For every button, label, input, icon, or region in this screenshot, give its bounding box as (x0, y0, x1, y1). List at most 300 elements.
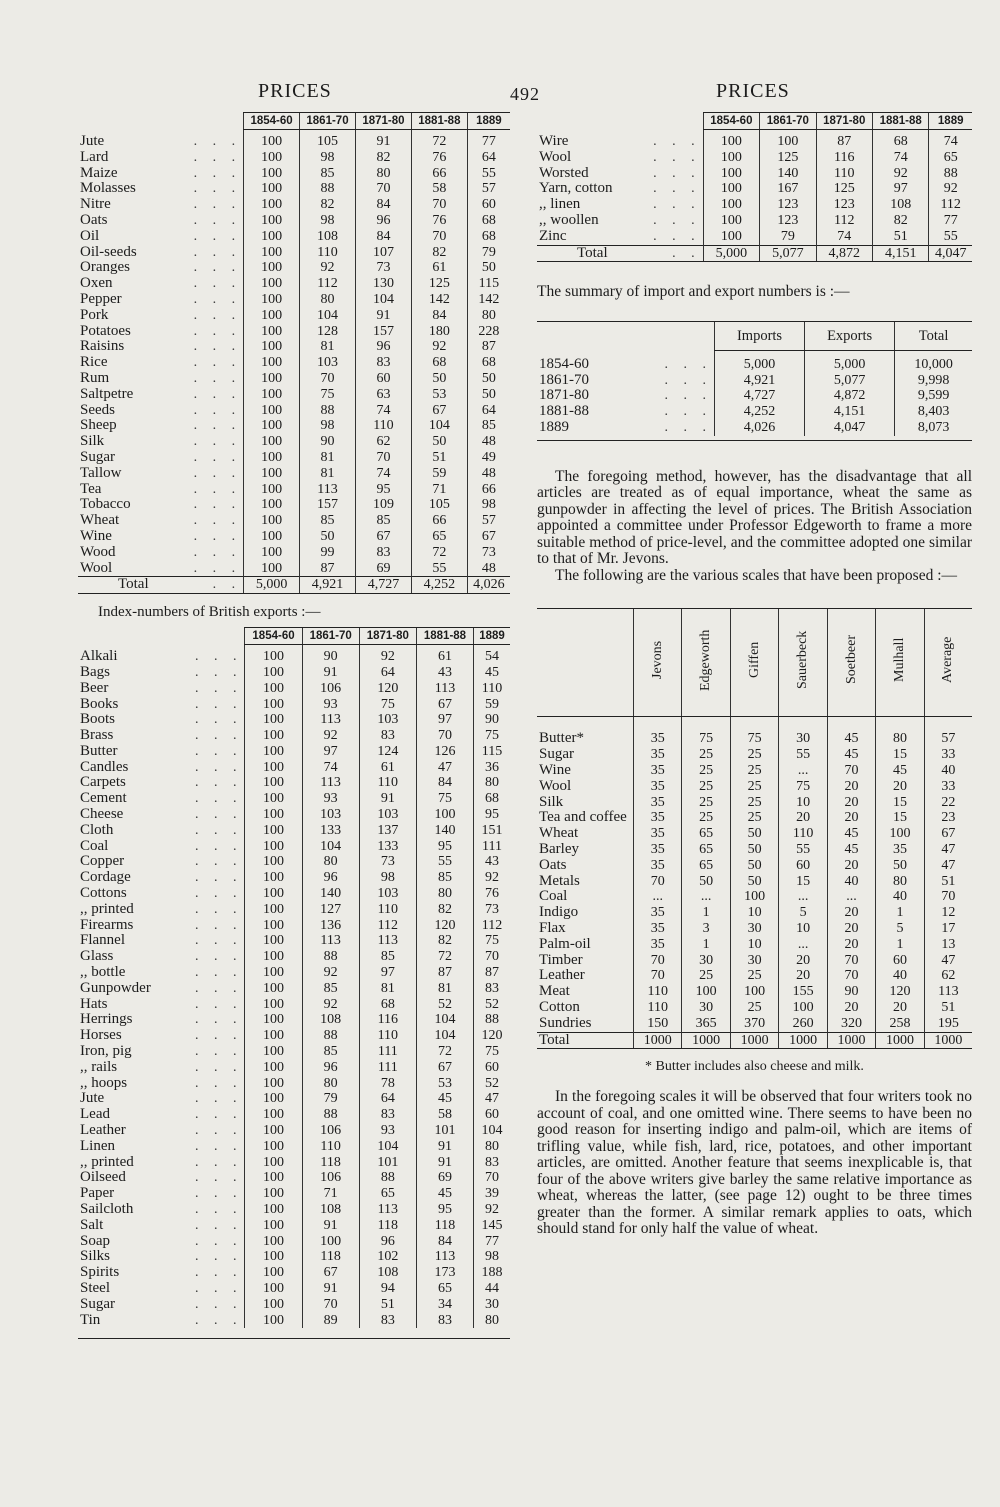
table-row (537, 889, 972, 905)
cell-value: 40 (876, 889, 924, 905)
cell-value: 4,151 (805, 404, 895, 420)
total-value: 4,727 (355, 577, 411, 594)
cell-value: 95 (416, 839, 473, 855)
row-label: Wheat (539, 825, 579, 842)
row-label: Palm-oil (539, 935, 591, 952)
table-row (78, 1107, 510, 1123)
leader-dots: . . . (194, 1154, 243, 1170)
cell-value: 85 (302, 981, 359, 997)
row-label: 1871-80 (539, 387, 589, 404)
cell-value: 50 (730, 842, 778, 858)
leader-dots: . . . (653, 133, 701, 149)
row-label: Pork (80, 306, 109, 323)
cell-value: 100 (760, 130, 816, 150)
cell-value: 100 (244, 245, 300, 261)
cell-value: 48 (467, 466, 510, 482)
cell-value: 66 (411, 166, 467, 182)
cell-value: 100 (245, 1313, 302, 1329)
cell-value: 50 (730, 858, 778, 874)
cell-value: 180 (411, 324, 467, 340)
cell-value: 52 (474, 1076, 510, 1092)
table-row (78, 697, 510, 713)
table-row (78, 355, 510, 371)
leader-dots: . . . (193, 307, 242, 323)
cell-value: 100 (244, 450, 300, 466)
row-label: Indigo (539, 904, 579, 921)
cell-value: 155 (779, 984, 827, 1000)
cell-value: 100 (245, 949, 302, 965)
cell-value: 10 (730, 905, 778, 921)
leader-dots: . . . (194, 712, 243, 728)
leader-dots: . . . (194, 791, 243, 807)
cell-value: 100 (245, 854, 302, 870)
cell-value: 55 (411, 561, 467, 577)
cell-value: 120 (876, 984, 924, 1000)
cell-value: 100 (245, 1155, 302, 1171)
cell-value: ... (827, 889, 875, 905)
cell-value: 99 (300, 545, 356, 561)
cell-value: 85 (467, 418, 510, 434)
cell-value: 72 (416, 949, 473, 965)
cell-value: 25 (730, 747, 778, 763)
cell-value: 100 (245, 902, 302, 918)
cell-value: 100 (703, 181, 759, 197)
cell-value: 58 (411, 181, 467, 197)
row-label: Butter* (539, 730, 584, 747)
cell-value: 100 (245, 823, 302, 839)
leader-dots: . . . (193, 481, 242, 497)
cell-value: 78 (359, 1076, 416, 1092)
leader-dots: . . . (194, 1138, 243, 1154)
row-label: Rum (80, 369, 110, 386)
cell-value: 60 (474, 1107, 510, 1123)
cell-value: 100 (730, 984, 778, 1000)
cell-value: 100 (245, 712, 302, 728)
cell-value: 51 (411, 450, 467, 466)
leader-dots: . . . (194, 965, 243, 981)
cell-value: 30 (682, 953, 730, 969)
leader-dots: . . . (194, 728, 243, 744)
cell-value: 100 (245, 807, 302, 823)
table-row (537, 1000, 972, 1016)
row-label: Jute (80, 132, 105, 149)
cell-value: 111 (359, 1060, 416, 1076)
cell-value: 120 (474, 1028, 510, 1044)
cell-value: 120 (416, 918, 473, 934)
cell-value: 57 (467, 513, 510, 529)
cell-value: 113 (300, 482, 356, 498)
cell-value: 25 (682, 763, 730, 779)
table-row (78, 997, 510, 1013)
row-label: Wheat (80, 512, 120, 529)
cell-value: 111 (359, 1044, 416, 1060)
cell-value: 20 (827, 795, 875, 811)
cell-value: 80 (876, 717, 924, 747)
cell-value: 50 (467, 371, 510, 387)
table-row (537, 150, 972, 166)
cell-value: 100 (244, 197, 300, 213)
cell-value: 91 (355, 130, 411, 150)
column-header: 1871-80 (359, 628, 416, 645)
cell-value: 70 (634, 968, 682, 984)
cell-value: 30 (730, 921, 778, 937)
cell-value: 93 (302, 697, 359, 713)
cell-value: 71 (411, 482, 467, 498)
cell-value: 74 (302, 760, 359, 776)
row-label: Silk (539, 793, 564, 810)
cell-value: 50 (467, 387, 510, 403)
cell-value: 82 (416, 902, 473, 918)
cell-value: 100 (245, 1218, 302, 1234)
cell-value: 79 (467, 245, 510, 261)
cell-value: 59 (474, 697, 510, 713)
table-row (78, 292, 510, 308)
cell-value: 113 (924, 984, 972, 1000)
cell-value: 33 (924, 779, 972, 795)
cell-value: 100 (245, 918, 302, 934)
row-label: ,, woollen (539, 211, 599, 228)
cell-value: 110 (355, 418, 411, 434)
cell-value: 20 (827, 905, 875, 921)
cell-value: 25 (682, 747, 730, 763)
cell-value: 83 (355, 545, 411, 561)
cell-value: 80 (474, 1139, 510, 1155)
leader-dots: . . . (193, 165, 242, 181)
cell-value: 101 (416, 1123, 473, 1139)
cell-value: 118 (416, 1218, 473, 1234)
leader-dots: . . . (193, 228, 242, 244)
exports-index-table (78, 627, 510, 1339)
cell-value: 15 (876, 810, 924, 826)
row-label: Soap (80, 1232, 110, 1249)
row-label: Linen (80, 1137, 115, 1154)
row-label: ,, hoops (80, 1074, 128, 1091)
leader-dots: . . . (194, 1312, 243, 1328)
cell-value: 45 (474, 665, 510, 681)
cell-value: 113 (302, 712, 359, 728)
leader-dots: . . . (193, 513, 242, 529)
cell-value: 100 (244, 434, 300, 450)
cell-value: 75 (682, 717, 730, 747)
cell-value: 92 (300, 260, 356, 276)
row-label: Sundries (539, 1014, 592, 1031)
paragraph-discussion: In the foregoing scales it will be observed that four writers took no account of coal, and one omitted wine. There seems to have been no good reason for inserting indigo and palm-oil, which are items of trifling value, while fish, lard, rice, potatoes, and other important articles, are omitted. Another feature that seems inexplicable is, that four of the above writers give barley the same relative importance as wheat, whereas the latter, (see page 12) ought to be three times greater than the former. A similar remark applies to oats, which should stand for only half the value of wheat. (537, 1088, 972, 1238)
cell-value: 68 (474, 791, 510, 807)
cell-value: 100 (245, 1044, 302, 1060)
cell-value: 88 (302, 949, 359, 965)
cell-value: 15 (876, 795, 924, 811)
cell-value: 97 (872, 181, 928, 197)
cell-value: 49 (467, 450, 510, 466)
leader-dots: . . . (194, 996, 243, 1012)
column-header-cell (876, 609, 924, 717)
row-label: Herrings (80, 1011, 133, 1028)
leader-dots: . . . (193, 465, 242, 481)
table-row (537, 717, 972, 747)
table-row (78, 387, 510, 403)
cell-value: 47 (416, 760, 473, 776)
table-row (78, 1155, 510, 1171)
leader-dots: . . . (653, 228, 701, 244)
leader-dots: . . . (194, 696, 243, 712)
cell-value: 103 (300, 355, 356, 371)
cell-value: 118 (359, 1218, 416, 1234)
total-value: 4,026 (467, 577, 510, 594)
total-value: 1000 (827, 1032, 875, 1049)
table-row (78, 482, 510, 498)
cell-value: 140 (302, 886, 359, 902)
header-dots (641, 113, 703, 130)
cell-value: 100 (245, 1060, 302, 1076)
cell-value: 100 (245, 1028, 302, 1044)
row-label: Lard (80, 148, 109, 165)
cell-value: 81 (300, 466, 356, 482)
cell-value: 64 (359, 1091, 416, 1107)
cell-value: 320 (827, 1016, 875, 1032)
row-label: Beer (80, 679, 109, 696)
cell-value: 10 (730, 937, 778, 953)
cell-value: 70 (411, 197, 467, 213)
leader-dots: . . . (194, 1044, 243, 1060)
cell-value: 40 (876, 968, 924, 984)
cell-value: ... (779, 763, 827, 779)
leader-dots: . . . (664, 388, 712, 404)
row-label: Salt (80, 1216, 104, 1233)
table-row (78, 371, 510, 387)
cell-value: 76 (411, 150, 467, 166)
leader-dots: . . . (193, 355, 242, 371)
table-row (78, 1297, 510, 1313)
cell-value: 87 (467, 339, 510, 355)
row-label: Flax (539, 919, 566, 936)
row-label: Tea (80, 480, 102, 497)
cell-value: 20 (779, 953, 827, 969)
cell-value: 35 (634, 795, 682, 811)
leader-dots: . . . (653, 165, 701, 181)
cell-value: 45 (827, 747, 875, 763)
cell-value: 88 (300, 181, 356, 197)
cell-value: 100 (245, 981, 302, 997)
cell-value: 125 (816, 181, 872, 197)
cell-value: 8,403 (895, 404, 972, 420)
cell-value: 55 (779, 842, 827, 858)
cell-value: 91 (416, 1155, 473, 1171)
cell-value: 70 (302, 1297, 359, 1313)
cell-value: 83 (359, 1107, 416, 1123)
row-label: Tea and coffee (539, 809, 627, 826)
leader-dots: . . . (193, 212, 242, 228)
table-row (537, 350, 972, 372)
cell-value: 90 (302, 645, 359, 665)
cell-value: 100 (244, 181, 300, 197)
cell-value: 188 (474, 1265, 510, 1281)
leader-dots: . . . (653, 181, 701, 197)
cell-value: 50 (682, 874, 730, 890)
row-label: Saltpetre (80, 385, 134, 402)
cell-value: 100 (245, 681, 302, 697)
total-row (537, 245, 972, 262)
cell-value: 88 (474, 1012, 510, 1028)
column-header: Jevons (649, 641, 665, 680)
table-row (78, 466, 510, 482)
cell-value: 116 (359, 1012, 416, 1028)
cell-value: 83 (359, 1313, 416, 1329)
table-row (78, 1076, 510, 1092)
table-row (537, 842, 972, 858)
leader-dots: . . . (193, 291, 242, 307)
table-row (78, 665, 510, 681)
row-label: Nitre (80, 196, 111, 213)
row-label: Steel (80, 1279, 110, 1296)
cell-value: 110 (816, 166, 872, 182)
cell-value: 20 (876, 779, 924, 795)
cell-value: 80 (474, 1313, 510, 1329)
row-label: Sugar (539, 746, 574, 763)
cell-value: 51 (359, 1297, 416, 1313)
cell-value: 83 (355, 355, 411, 371)
cell-value: 93 (359, 1123, 416, 1139)
cell-value: 102 (359, 1249, 416, 1265)
leader-dots: . . . (194, 680, 243, 696)
leader-dots: . . . (193, 133, 242, 149)
cell-value: 133 (302, 823, 359, 839)
cell-value: 5,000 (805, 350, 895, 372)
table-row (78, 130, 510, 150)
row-label: ,, bottle (80, 964, 126, 981)
column-header-cell (827, 609, 875, 717)
column-header: 1861-70 (300, 113, 356, 130)
table-row (537, 229, 972, 245)
cell-value: 35 (634, 717, 682, 747)
total-value: 1000 (730, 1032, 778, 1049)
leader-dots: . . . (193, 339, 242, 355)
cell-value: 5,000 (714, 350, 804, 372)
cell-value: 104 (416, 1012, 473, 1028)
row-label: ,, rails (80, 1058, 118, 1075)
cell-value: 90 (474, 712, 510, 728)
row-label: Sheep (80, 417, 117, 434)
column-header: 1861-70 (760, 113, 816, 130)
row-label: Lead (80, 1106, 110, 1123)
cell-value: 82 (355, 150, 411, 166)
cell-value: 87 (300, 561, 356, 577)
row-label: Wool (539, 148, 572, 165)
cell-value: 75 (474, 728, 510, 744)
cell-value: 25 (730, 968, 778, 984)
table-row (78, 245, 510, 261)
table-row (78, 1218, 510, 1234)
header-blank (537, 321, 714, 350)
cell-value: 73 (355, 260, 411, 276)
cell-value: 100 (244, 292, 300, 308)
cell-value: 100 (244, 561, 300, 577)
table-row (78, 1060, 510, 1076)
cell-value: 45 (827, 826, 875, 842)
leader-dots: . . . (194, 933, 243, 949)
row-label: Wine (539, 761, 571, 778)
cell-value: 100 (244, 371, 300, 387)
cell-value: 87 (416, 965, 473, 981)
cell-value: 125 (411, 276, 467, 292)
row-label: Horses (80, 1027, 122, 1044)
table-row (78, 276, 510, 292)
cell-value: 83 (474, 981, 510, 997)
cell-value: 40 (924, 763, 972, 779)
cell-value: 112 (300, 276, 356, 292)
cell-value: 110 (634, 984, 682, 1000)
row-label: Firearms (80, 916, 134, 933)
leader-dots: . . . (193, 149, 242, 165)
leader-dots: . . . (194, 870, 243, 886)
cell-value: 110 (359, 902, 416, 918)
cell-value: 115 (474, 744, 510, 760)
total-value: 5,000 (244, 577, 300, 594)
table-row (78, 1170, 510, 1186)
row-label: ,, printed (80, 900, 134, 917)
table-row (537, 953, 972, 969)
paragraph-method: The foregoing method, however, has the disadvantage that all articles are treated as of equal importance, wheat the same as gunpowder in affecting the level of prices. The British Association appointed a committee under Professor Edgeworth to frame a more suitable method of price-level, and the committee adopted one similar to that of Mr. Jevons. (537, 467, 972, 568)
row-label: Meat (539, 983, 570, 1000)
leader-dots: . . . (194, 838, 243, 854)
table-row (78, 645, 510, 665)
cell-value: 20 (876, 1000, 924, 1016)
table-row (78, 918, 510, 934)
cell-value: 65 (929, 150, 972, 166)
cell-value: 67 (467, 529, 510, 545)
leader-dots: . . . (194, 759, 243, 775)
row-label: Copper (80, 853, 125, 870)
table-row (537, 197, 972, 213)
leader-dots: . . . (194, 886, 243, 902)
cell-value: 100 (703, 166, 759, 182)
column-header-cell (682, 609, 730, 717)
table-row (78, 839, 510, 855)
cell-value: 45 (827, 842, 875, 858)
cell-value: 82 (872, 213, 928, 229)
cell-value: 45 (876, 763, 924, 779)
cell-value: 61 (416, 645, 473, 665)
cell-value: 85 (359, 949, 416, 965)
cell-value: 47 (474, 1091, 510, 1107)
table-row (537, 968, 972, 984)
cell-value: 112 (359, 918, 416, 934)
cell-value: 8,073 (895, 420, 972, 436)
column-header: 1881-88 (411, 113, 467, 130)
cell-value: 74 (355, 466, 411, 482)
leader-dots: . . . (664, 372, 712, 388)
table-row (537, 166, 972, 182)
cell-value: 93 (302, 791, 359, 807)
header-blank (537, 113, 641, 130)
table-row (78, 981, 510, 997)
column-header: Mulhall (891, 638, 907, 683)
column-header: 1871-80 (355, 113, 411, 130)
cell-value: 54 (474, 645, 510, 665)
cell-value: 97 (302, 744, 359, 760)
leader-dots: . . . (653, 197, 701, 213)
leader-dots: . . (641, 245, 703, 262)
cell-value: 70 (474, 1170, 510, 1186)
cell-value: 61 (411, 260, 467, 276)
cell-value: 70 (827, 763, 875, 779)
cell-value: 51 (924, 874, 972, 890)
leader-dots: . . . (193, 181, 242, 197)
cell-value: 100 (703, 197, 759, 213)
table-row (78, 1044, 510, 1060)
leader-dots: . . . (193, 497, 242, 513)
cell-value: 110 (359, 1028, 416, 1044)
row-label: Gunpowder (80, 979, 151, 996)
